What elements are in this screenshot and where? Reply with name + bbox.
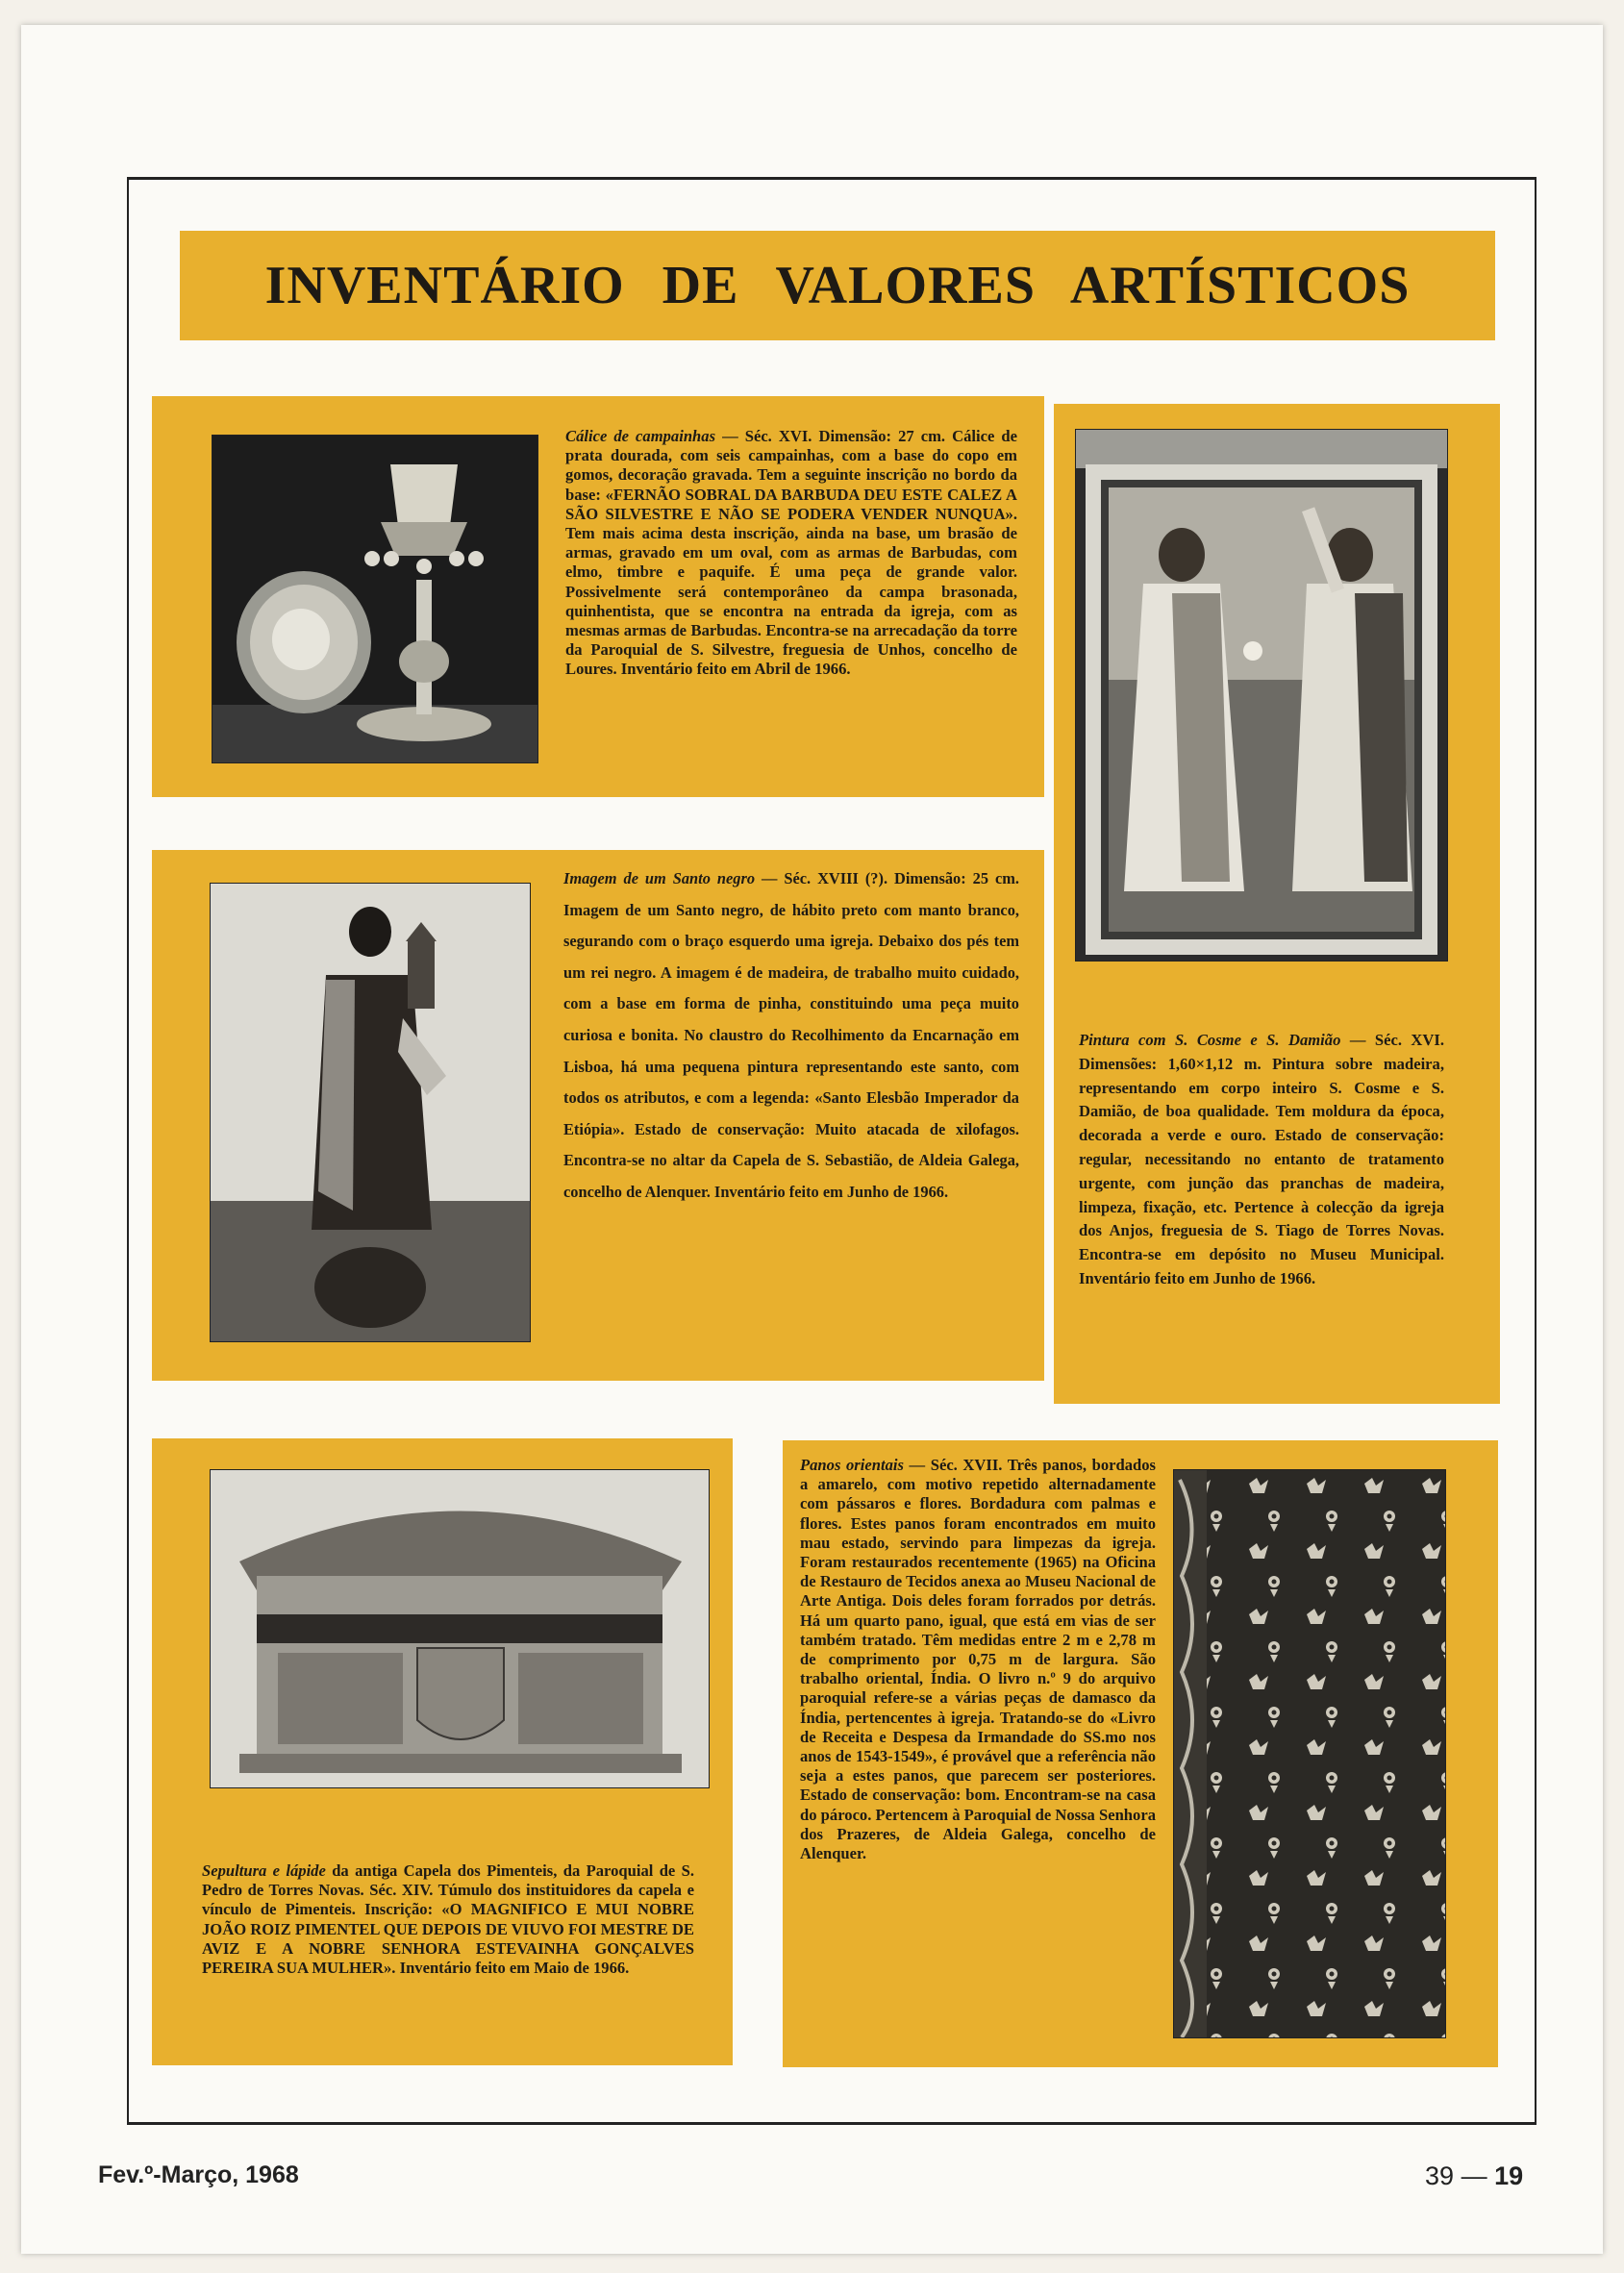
pintura-body: — Séc. XVI. Dimensões: 1,60×1,12 m. Pintura sobre madeira, representando em corpo inteiro S. Cosme e S. Damião, de boa qualidade. Tem moldura da época, decorada a verde e ouro. Estado de conservação: regular, necessitando no entanto de tratamento urgente, com junção das pranchas de madeira, limpeza, fixação, etc. Pertence à colecção da igreja dos Anjos, freguesia de S. Tiago de Torres Novas. Encontra-se em depósito no Museu Municipal. Inventário feito em Junho de 1966. [1079,1031,1444,1287]
panos-body: — Séc. XVII. Três panos, bordados a amarelo, com motivo repetido alternadamente com pássaros e flores. Bordadura com palmas e flores. Estes panos foram encontrados em muito mau estado, servindo para limpezas da igreja. Foram restaurados recentemente (1965) na Oficina de Restauro de Tecidos anexa ao Museu Nacional de Arte Antiga. Dois deles foram forrados por detrás. Há um quarto pano, igual, que está em vias de ser também tratado. Têm medidas entre 2 m e 2,78 m de comprimento por 0,75 m de largura. São trabalho oriental, Índia. O livro n.º 9 do arquivo paroquial refere-se a várias peças de damasco da Índia, pertencentes à igreja. Tratando-se do «Livro de Receita e Despesa da Irmandade do SS.mo nos anos de 1543-1549», é provável que a referência não seja a estes panos, que parecem ser posteriores. Estado de conservação: bom. Encontram-se na casa do pároco. Pertencem à Paroquial de Nossa Senhora dos Prazeres, de Aldeia Galega, concelho de Alenquer. [800,1456,1157,1863]
santo-title: Imagem de um Santo negro [563,869,756,887]
page-number-a: 39 [1425,2161,1455,2190]
page-number-dash: — [1461,2161,1487,2190]
page-title: INVENTÁRIO DE VALORES ARTÍSTICOS [264,256,1411,315]
pintura-text [1079,1029,1444,1291]
santo-photo [210,883,531,1342]
panel-calice [152,396,1044,797]
pintura-title: Pintura com S. Cosme e S. Damião [1079,1031,1341,1049]
santo-body: — Séc. XVIII (?). Dimensão: 25 cm. Imagem de um Santo negro, de hábito preto com manto branco, segurando com o braço esquerdo uma igreja. Debaixo dos pés tem um rei negro. A imagem é de madeira, de trabalho muito cuidado, com a base em forma de pinha, constituindo uma peça muito curiosa e bonita. No claustro do Recolhimento da Encarnação em Lisboa, há uma pequena pintura representando este santo, com todos os atributos, e com a legenda: «Santo Elesbão Imperador da Etiópia». Estado de conservação: Muito atacada de xilofagos. Encontra-se no altar da Capela de S. Sebastião, de Aldeia Galega, concelho de Alenquer. Inventário feito em Junho de 1966. [563,869,1019,1201]
sepultura-photo [210,1469,710,1788]
page-number-b: 19 [1494,2161,1524,2190]
footer-page-number [1425,2161,1523,2191]
panel-panos [783,1440,1498,2067]
panos-text [800,1456,1156,1863]
panel-sepultura [152,1438,733,2065]
pintura-photo [1075,429,1448,962]
magazine-page [21,25,1603,2254]
footer-date: Fev.º-Março, 1968 [98,2161,299,2188]
calice-title: Cálice de campainhas [565,427,716,445]
sepultura-text [202,1861,694,1978]
panos-title: Panos orientais [800,1456,904,1474]
calice-text [565,427,1017,680]
title-band [180,231,1495,340]
sepultura-title: Sepultura e lápide [202,1861,326,1880]
calice-body: — Séc. XVI. Dimensão: 27 cm. Cálice de prata dourada, com seis campainhas, com a base do copo em gomos, decoração gravada. Tem a seguinte inscrição no bordo da base: «FERNÃO SOBRAL DA BARBUDA DEU ESTE CALEZ A SÃO SILVESTRE E NÃO SE PODERA VENDER NUNQUA». Tem mais acima desta inscrição, ainda na base, um brasão de armas, gravado em um oval, com as armas de Barbudas, com elmo, timbre e paquife. É uma peça de grande valor. Possivelmente será contemporâneo da campa brasonada, quinhentista, que se encontra na entrada da igreja, com as mesmas armas de Barbudas. Encontra-se na arrecadação da torre da Paroquial de S. Silvestre, freguesia de Unhos, concelho de Loures. Inventário feito em Abril de 1966. [565,427,1017,679]
sepultura-body: da antiga Capela dos Pimenteis, da Paroquial de S. Pedro de Torres Novas. Séc. XIV. Túmulo dos instituidores da capela e vínculo de Pimenteis. Inscrição: «O MAGNIFICO E MUI NOBRE JOÃO ROIZ PIMENTEL QUE DEPOIS DE VIUVO FOI MESTRE DE AVIZ E A NOBRE SENHORA ESTEVAINHA GONÇALVES PEREIRA SUA MULHER». Inventário feito em Maio de 1966. [202,1861,695,1978]
santo-text [563,863,1019,1209]
panos-photo [1173,1469,1446,2038]
calice-photo [212,435,538,763]
panel-santo [152,850,1044,1381]
panel-pintura [1054,404,1500,1404]
